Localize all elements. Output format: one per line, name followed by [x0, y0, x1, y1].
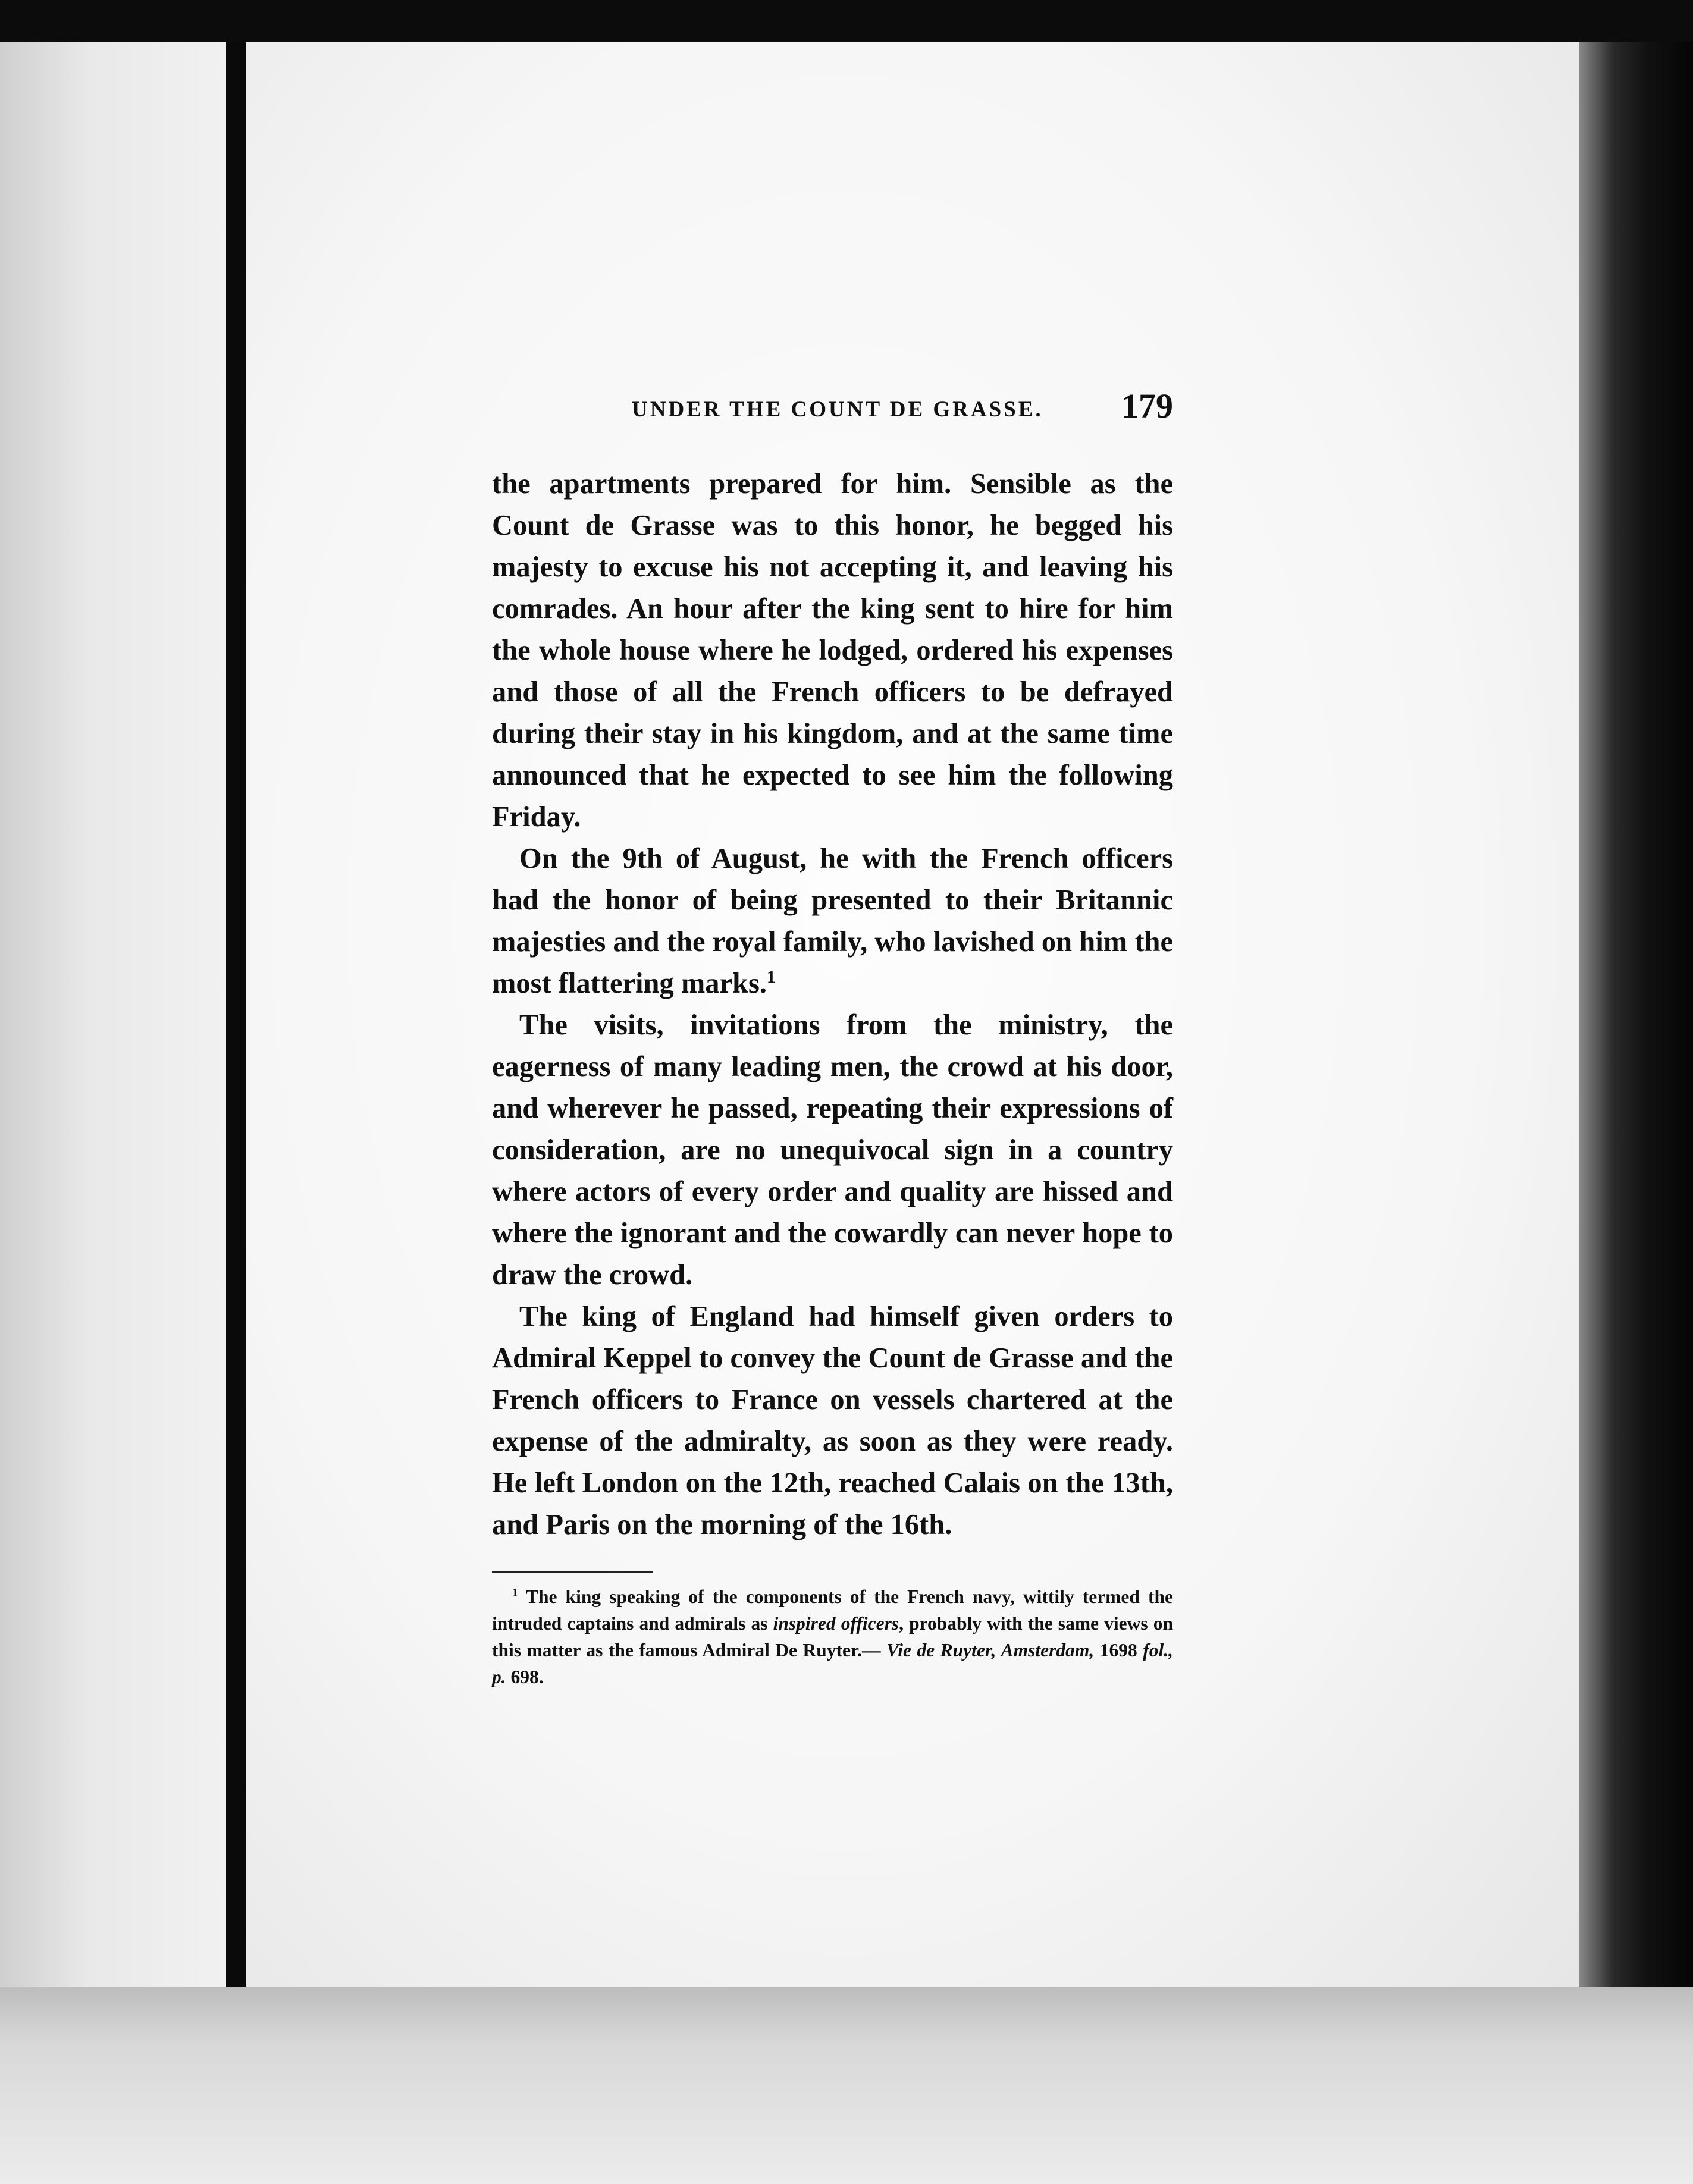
footnote-reference[interactable]: 1: [767, 967, 776, 987]
page-text-block: [492, 384, 1173, 1690]
footnote-text-c: 1698: [1094, 1640, 1143, 1661]
paragraph-1: [492, 463, 1173, 838]
footnote-text-a: The king speaking of the components of the French navy, wittily termed the intruded captains and admirals as: [492, 1586, 1173, 1634]
page-number: 179: [1121, 387, 1173, 425]
paragraph-2-text: On the 9th of August, he with the French officers had the honor of being presented to their Britannic majesties and the royal family, who lavished on him the most flattering marks.: [492, 843, 1173, 999]
footnote-italic-a: inspired officers: [773, 1613, 899, 1634]
facing-page-edge: [0, 42, 226, 2183]
paragraph-3: [492, 1005, 1173, 1296]
running-head: [492, 384, 1173, 426]
paragraph-4-text: The king of England had himself given orders to Admiral Keppel to convey the Count de Grasse and the French officers to France on vessels chartered at the expense of the admiralty, as soon as they were ready. He left London on the 12th, reached Calais on the 13th, and Paris on the morning of the 16th.: [492, 1301, 1173, 1540]
paragraph-3-text: The visits, invitations from the ministry, the eagerness of many leading men, the crowd at his door, and wherever he passed, repeating their expressions of consideration, are no unequivocal sign in a country where actors of every order and quality are hissed and where the ignorant and the cowardly can never hope to draw the crowd.: [492, 1009, 1173, 1291]
footnote-italic-c: fol., p.: [492, 1640, 1174, 1687]
paragraph-2: [492, 838, 1173, 1005]
running-title: UNDER THE COUNT DE GRASSE.: [632, 397, 1043, 422]
footnote-text-d: 698.: [506, 1667, 544, 1687]
paragraph-4: [492, 1296, 1173, 1546]
footnote-text-b: , probably with the same views on this matter as the famous Admiral De Ruyter.—: [492, 1613, 1173, 1661]
footnote-marker: 1: [512, 1586, 518, 1599]
footnote-divider: [492, 1571, 653, 1573]
footnote: [492, 1583, 1173, 1690]
paragraph-1-text: the apartments prepared for him. Sensible as the Count de Grasse was to this honor, he begged his majesty to excuse his not accepting it, and leaving his comrades. An hour after the king sent to hire for him the whole house where he lodged, ordered his expenses and those of all the French officers to be defrayed during their stay in his kingdom, and at the same time announced that he expected to see him the following Friday.: [492, 468, 1173, 833]
scan-bottom-margin: [0, 1987, 1693, 2184]
body-text: [492, 463, 1173, 1546]
page-stack-edge: [1579, 42, 1693, 2123]
book-gutter: [226, 42, 246, 2183]
footnote-italic-b: Vie de Ruyter, Amsterdam,: [886, 1640, 1095, 1661]
